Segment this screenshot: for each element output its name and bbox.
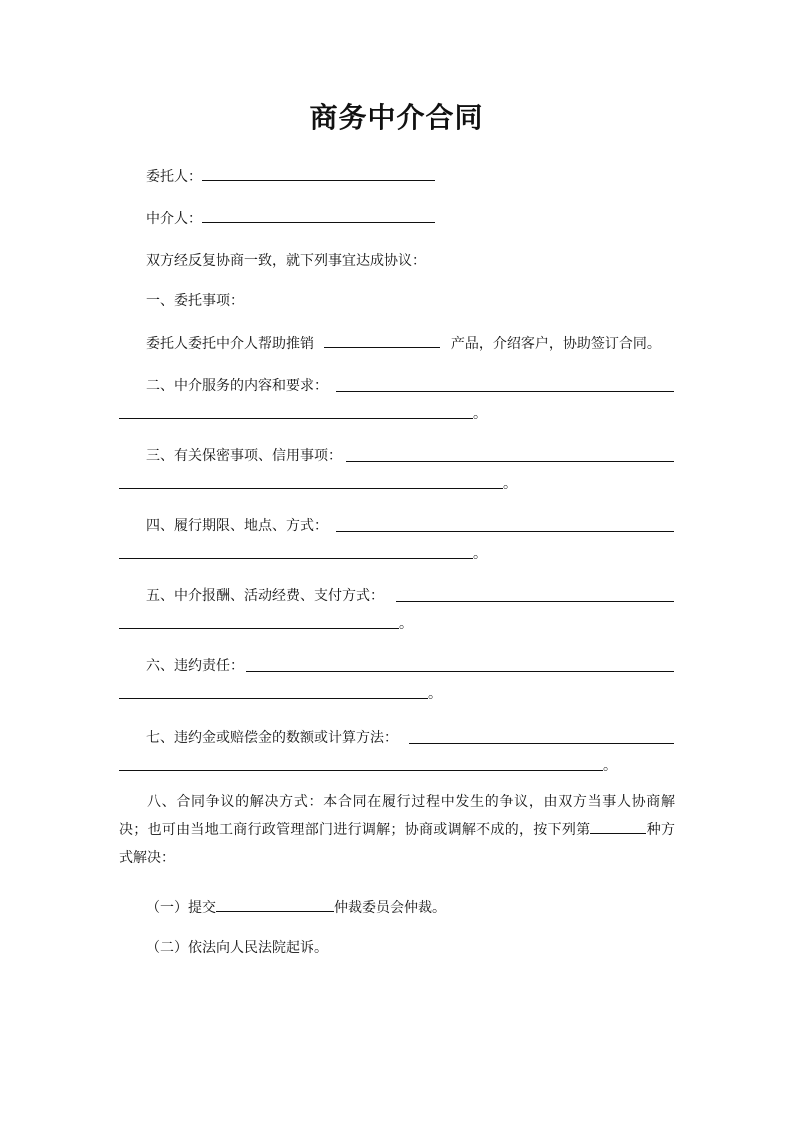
section-1-text (146, 333, 661, 354)
section-8-paragraph (119, 788, 675, 872)
section-4-blank-1[interactable] (336, 531, 674, 532)
client-blank[interactable] (202, 166, 435, 181)
section-1-text-b: 产品，介绍客户，协助签订合同。 (450, 336, 661, 352)
method-number-blank[interactable] (590, 819, 646, 834)
section-7-blank-2[interactable] (119, 770, 603, 771)
section-8-text-a: 八、合同争议的解决方式：本合同在履行过程中发生的争议，由双方当事人协商解决；也可由当地工商行政管理部门进行调解；协商或调解不成的，按下列第 (119, 794, 675, 838)
section-4-label: 四、履行期限、地点、方式： (146, 518, 328, 534)
section-4-period: 。 (473, 546, 487, 562)
section-3-label: 三、有关保密事项、信用事项： (146, 448, 342, 464)
section-1-text-a: 委托人委托中介人帮助推销 (146, 336, 314, 352)
product-blank[interactable] (324, 333, 440, 348)
section-7-label: 七、违约金或赔偿金的数额或计算方法： (146, 730, 398, 746)
section-4-blank-2[interactable] (119, 558, 473, 559)
section-5-blank-1[interactable] (396, 601, 674, 602)
agent-blank[interactable] (202, 208, 435, 223)
section-6-label: 六、违约责任： (146, 658, 244, 674)
section-6-blank-1[interactable] (246, 671, 674, 672)
section-5-label: 五、中介报酬、活动经费、支付方式： (146, 588, 384, 604)
agent-label: 中介人： (146, 211, 202, 227)
client-label: 委托人： (146, 169, 202, 185)
section-8-text-b: 种方式解决： (119, 822, 676, 866)
section-7-period: 。 (603, 758, 617, 774)
section-5-period: 。 (399, 616, 413, 632)
option-1 (146, 897, 446, 918)
section-3-blank-1[interactable] (346, 461, 674, 462)
section-2-blank-1[interactable] (336, 391, 674, 392)
option-1-text-a: （一）提交 (146, 900, 216, 916)
section-1-heading: 一、委托事项： (146, 293, 244, 309)
section-6-period: 。 (428, 686, 442, 702)
document-title: 商务中介合同 (309, 101, 484, 134)
intro-text: 双方经反复协商一致，就下列事宜达成协议： (146, 253, 426, 269)
option-1-text-b: 仲裁委员会仲裁。 (334, 900, 446, 916)
section-3-blank-2[interactable] (119, 488, 503, 489)
section-6-blank-2[interactable] (119, 698, 428, 699)
section-5-blank-2[interactable] (119, 628, 399, 629)
section-2-blank-2[interactable] (119, 418, 473, 419)
section-2-label: 二、中介服务的内容和要求： (146, 378, 328, 394)
section-7-blank-1[interactable] (409, 743, 674, 744)
client-field (146, 166, 435, 187)
arbitration-committee-blank[interactable] (216, 897, 334, 912)
section-3-period: 。 (503, 476, 517, 492)
option-2: （二）依法向人民法院起诉。 (146, 940, 328, 956)
agent-field (146, 208, 435, 229)
section-2-period: 。 (473, 406, 487, 422)
